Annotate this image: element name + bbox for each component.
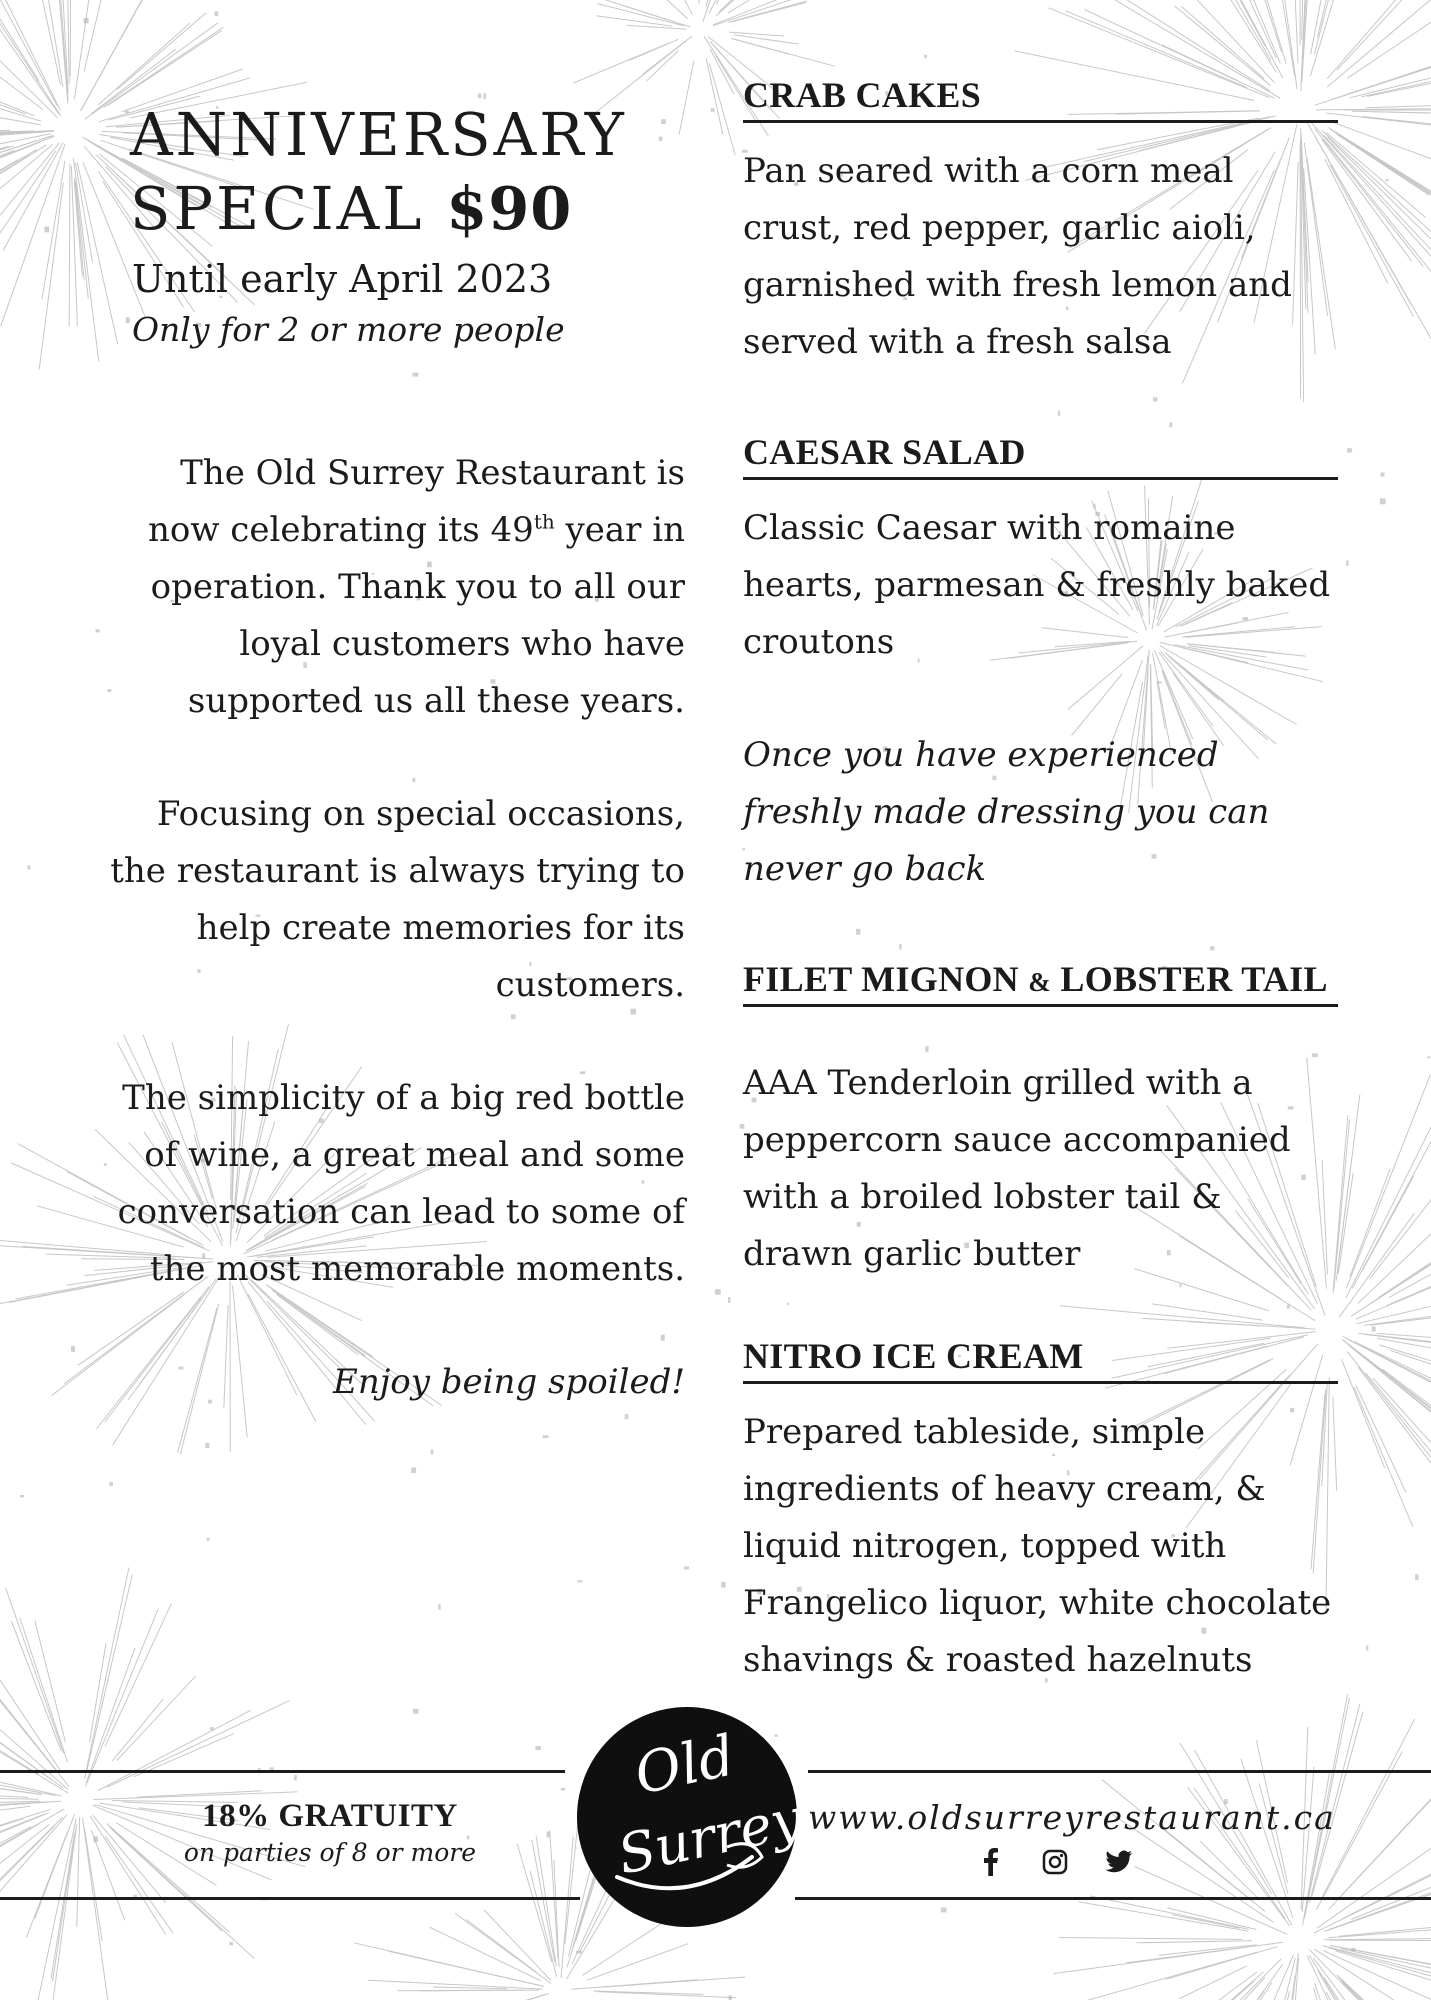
firework-ray [1079,1902,1248,1931]
firework-ray [70,0,71,76]
confetti-dot [1366,1646,1368,1651]
firework-ray [0,1801,61,1813]
firework-ray [719,0,791,13]
firework-ray [397,1990,524,1991]
page-title [130,98,650,246]
firework-ray [433,1987,507,1989]
confetti-dot [535,1746,541,1750]
confetti-dot [625,1414,629,1419]
firework-ray [438,1994,546,2000]
firework-ray [1347,1074,1431,1288]
firework-ray [561,1836,573,1978]
firework-ray [1339,1213,1414,1317]
firework-ray [0,1806,30,1820]
title-line-2: SPECIAL [130,174,425,243]
firework-ray [1356,1235,1431,1320]
confetti-dot [44,227,49,233]
firework-ray [1324,139,1431,334]
firework-ray [597,4,684,26]
menu-column [743,70,1338,1689]
firework-ray [0,1824,49,1899]
confetti-dot [84,18,89,24]
firework-ray [85,1568,129,1779]
menu-item-title: CRAB CAKES [743,70,1338,123]
firework-ray [1383,1369,1431,1487]
firework-ray [1059,1938,1242,1940]
firework-ray [1341,1981,1431,2000]
firework-ray [69,164,70,326]
firework-ray [1354,1341,1431,1399]
confetti-dot [1380,498,1386,504]
confetti-dot [431,1449,434,1454]
confetti-dot [110,1482,113,1486]
confetti-dot [20,1495,24,1497]
confetti-dot [205,1443,209,1448]
firework-ray [117,1676,196,1760]
menu-item-title: CAESAR SALAD [743,427,1338,480]
firework-ray [0,145,53,269]
confetti-dot [96,629,100,632]
firework-ray [1169,1972,1257,2000]
confetti-dot [576,1951,582,1954]
firework-ray [35,1814,75,1918]
firework-ray [1366,1373,1431,1475]
firework-ray [1387,1225,1431,1305]
confetti-dot [413,373,419,377]
firework-ray [1346,1106,1431,1298]
firework-ray [105,1604,171,1747]
confetti-dot [71,1346,75,1352]
firework-ray [679,61,694,135]
menu-item-description: AAA Tenderloin grilled with a peppercorn sauce accompanied with a broiled lobster tail & drawn garlic butter [743,1063,1291,1274]
firework-ray [0,0,57,106]
instagram-icon[interactable] [1037,1844,1073,1880]
intro-paragraph-1: The Old Surrey Restaurant is now celebrating its 49th year in operation. Thank you to all our loyal customers who have supported us all these years. [148,453,685,721]
firework-ray [1326,133,1425,218]
firework-ray [1344,1341,1431,1487]
firework-ray [53,1830,76,1982]
confetti-dot [1381,473,1385,477]
firework-ray [536,1836,556,1966]
confetti-dot [207,1538,210,1541]
firework-ray [1342,1339,1431,1430]
confetti-dot [1386,179,1389,181]
firework-ray [1324,1938,1431,1940]
twitter-icon[interactable] [1101,1844,1137,1880]
firework-ray [0,0,43,110]
firework-ray [706,58,723,135]
firework-ray [84,0,117,71]
firework-ray [1337,1094,1360,1274]
firework-ray [1122,1959,1281,2000]
firework-ray [697,0,699,4]
confetti-dot [659,137,663,141]
firework-ray [0,1809,51,1837]
firework-ray [1351,1854,1431,1920]
firework-ray [646,51,678,82]
firework-ray [716,0,755,4]
confetti-dot [924,55,927,58]
firework-ray [39,182,63,369]
firework-ray [6,1588,64,1753]
firework-ray [530,1871,556,1976]
firework-ray [11,1621,61,1751]
firework-ray [1341,1949,1431,1971]
firework-ray [354,1943,543,1986]
firework-ray [0,0,59,114]
firework-ray [74,158,99,361]
menu-item-nitro-ice-cream [743,1331,1338,1689]
closing-line: Enjoy being spoiled! [333,1362,685,1402]
firework-ray [730,3,805,23]
firework-ray [1339,135,1431,210]
firework-ray [1159,1945,1257,1956]
firework-ray [568,0,672,21]
firework-ray [1327,0,1431,87]
logo-word-old: Old [629,1723,741,1808]
confetti-dot [411,1468,416,1473]
confetti-dot [126,317,130,323]
until-date: Until early April 2023 [132,257,553,301]
confetti-dot [125,111,129,113]
confetti-dot [721,1582,725,1588]
firework-ray [602,1977,745,1987]
firework-ray [1338,1977,1431,2000]
firework-ray [1347,1352,1431,1496]
firework-ray [0,143,59,319]
firework-ray [1342,1837,1431,1919]
menu-item-crab-cakes [743,70,1338,371]
confetti-dot [1347,448,1352,452]
firework-ray [1090,1896,1249,1929]
intro-text [100,445,685,1411]
intro-paragraph-2: Focusing on special occasions, the restaurant is always trying to help create memories for its customers. [110,794,685,1005]
party-size-note: Only for 2 or more people [132,310,565,349]
confetti-dot [684,1566,689,1569]
firework-ray [1352,1119,1431,1288]
firework-ray [1354,1387,1413,1527]
firework-ray [20,1618,68,1763]
footer-rule-left-bottom [0,1897,580,1900]
firework-ray [0,0,39,81]
menu-item-title: FILET MIGNON & LOBSTER TAIL [743,954,1338,1007]
firework-ray [0,151,56,317]
firework-ray [50,0,68,103]
firework-ray [573,43,668,83]
confetti-dot [577,1580,582,1582]
menu-item-description: Pan seared with a corn meal crust, red pepper, garlic aioli, garnished with fresh lemon and served with a fresh salsa [743,151,1292,362]
firework-ray [1327,0,1407,79]
firework-ray [0,73,34,115]
logo-word-surrey: Surrey [612,1786,808,1887]
confetti-dot [728,1297,730,1303]
gratuity-title: 18% GRATUITY [202,1798,458,1834]
firework-ray [597,1992,736,1998]
firework-ray [108,1700,290,1787]
confetti-dot [94,1836,99,1842]
firework-ray [455,1913,551,1983]
footer-rule-right-top [808,1770,1431,1773]
firework-ray [1054,1942,1283,1973]
menu-item-description: Classic Caesar with romaine hearts, parmesan & freshly baked croutons [743,508,1331,662]
logo-swash [577,1707,797,1927]
firework-ray [1167,1908,1256,1930]
firework-ray [1347,0,1431,79]
confetti-dot [1346,560,1348,566]
confetti-dot [941,1908,947,1913]
footer-rule-right-bottom [795,1897,1431,1900]
firework-ray [77,1817,80,1927]
firework-ray [117,13,206,90]
firework-ray [1338,1173,1353,1273]
firework-ray [710,49,734,94]
confetti-dot [1415,1574,1418,1580]
firework-ray [1342,1359,1385,1468]
old-surrey-logo [577,1707,808,1927]
firework-ray [1362,49,1431,97]
confetti-dot [543,1435,549,1438]
confetti-dot [1427,1056,1430,1058]
firework-ray [107,31,222,106]
confetti-dot [729,1995,732,2000]
firework-ray [1254,1991,1289,2000]
firework-ray [1358,1333,1431,1360]
firework-ray [1329,1940,1431,1941]
firework-ray [734,35,799,44]
gratuity-note: on parties of 8 or more [183,1838,477,1867]
firework-ray [1374,112,1431,116]
special-price: $90 [446,174,573,243]
firework-ray [36,0,61,85]
firework-ray [0,1814,46,1861]
confetti-dot [438,1604,440,1610]
firework-ray [112,1699,163,1761]
firework-ray [1367,1190,1431,1306]
firework-ray [75,0,96,99]
confetti-dot [547,1832,550,1838]
confetti-dot [229,1942,233,1946]
firework-ray [1137,1941,1253,1943]
firework-ray [1370,1136,1431,1279]
firework-ray [35,1621,66,1743]
firework-ray [0,150,37,242]
firework-ray [0,1793,28,1797]
social-links [973,1844,1137,1880]
menu-item-caesar-salad [743,427,1338,898]
firework-ray [651,0,693,15]
confetti-dot [715,1289,721,1295]
confetti-dot [214,11,218,16]
firework-ray [1350,1346,1431,1486]
firework-ray [466,1920,536,1973]
firework-ray [550,1830,558,1958]
firework-ray [643,36,692,74]
confetti-dot [561,1788,566,1791]
confetti-dot [210,1727,214,1730]
firework-ray [1330,165,1413,317]
footer-rule-left-top [0,1770,565,1773]
confetti-dot [294,1775,297,1781]
firework-ray [1332,22,1431,100]
firework-ray [1358,1367,1431,1501]
firework-ray [1366,101,1431,107]
firework-ray [0,1781,41,1795]
confetti-dot [661,119,666,124]
firework-ray [1337,0,1403,70]
firework-ray [84,1828,102,1942]
confetti-dot [1351,1948,1355,1951]
menu-item-description: Prepared tableside, simple ingredients of heavy cream, & liquid nitrogen, topped with Frangelico liquor, white chocolate shavings & roasted hazelnuts [743,1412,1332,1680]
firework-ray [1356,1386,1406,1493]
firework-ray [1362,117,1431,133]
confetti-dot [413,1709,418,1714]
website-link[interactable]: www.oldsurreyrestaurant.ca [808,1798,1336,1837]
confetti-dot [711,108,715,112]
firework-ray [0,107,41,125]
firework-ray [627,25,687,29]
confetti-dot [1372,1326,1376,1331]
firework-ray [90,1643,107,1742]
firework-ray [0,1612,60,1769]
menu-item-note: Once you have experienced freshly made dressing you can never go back [743,735,1270,889]
firework-ray [104,27,224,107]
menu-item-filet-lobster [743,954,1338,1283]
intro-paragraph-3: The simplicity of a big red bottle of wine, a great meal and some conversation can lead to some of the most memorable moments. [117,1078,685,1289]
firework-ray [1200,1841,1260,1900]
firework-ray [1311,0,1334,54]
firework-ray [1,144,66,327]
firework-ray [1314,1847,1431,1933]
facebook-icon[interactable] [973,1844,1009,1880]
firework-ray [51,1833,75,1978]
confetti-dot [27,865,30,869]
ordinal-suffix: th [533,509,555,534]
title-line-1: ANNIVERSARY [130,100,627,169]
firework-ray [86,1609,159,1787]
menu-item-title: NITRO ICE CREAM [743,1331,1338,1384]
